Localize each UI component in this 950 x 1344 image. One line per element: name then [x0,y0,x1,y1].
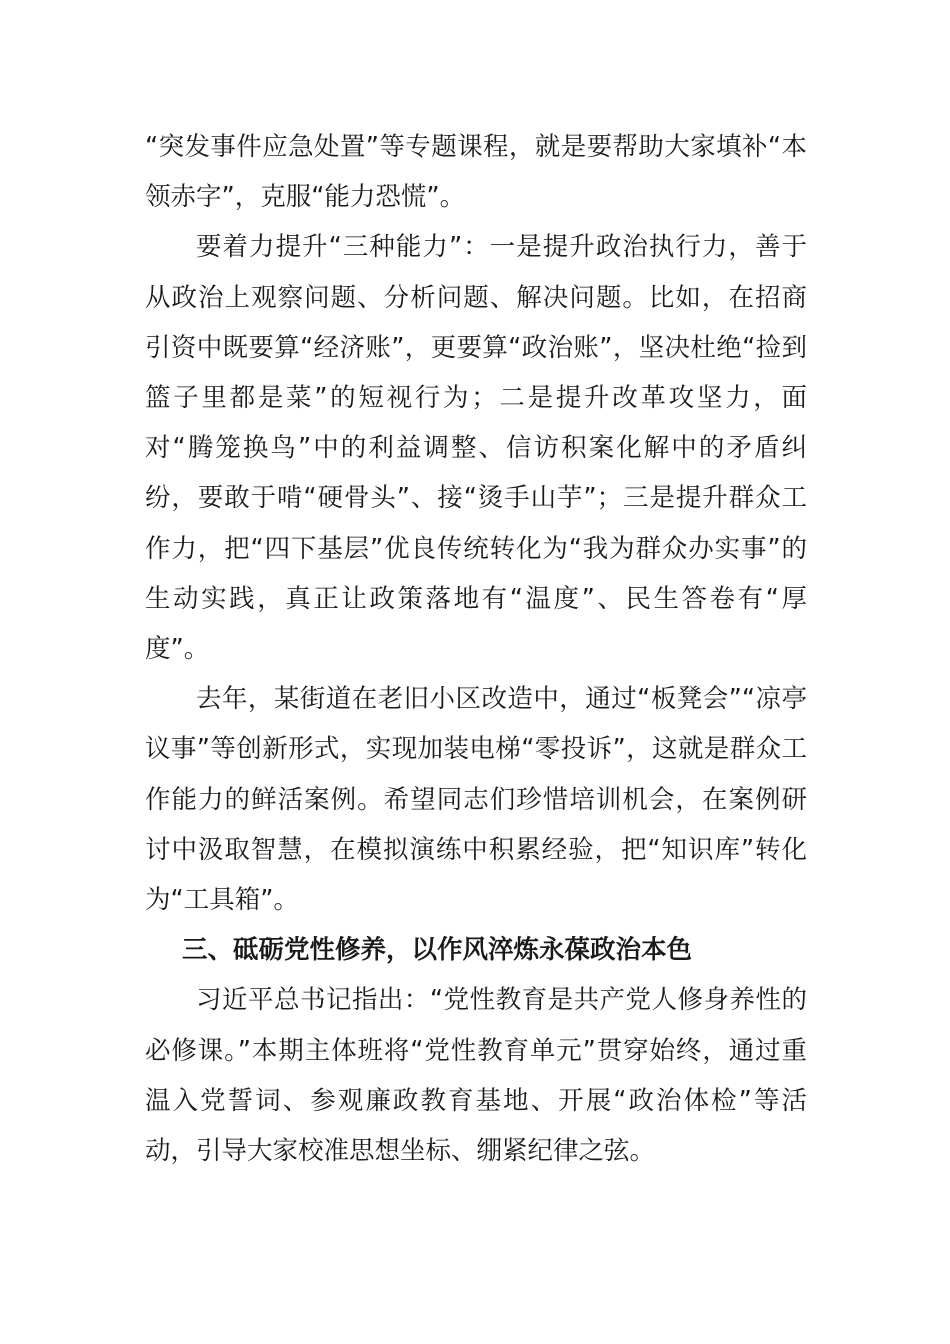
document-body [145,122,807,1176]
section-heading-three: 三、砥砺党性修养，以作风淬炼永葆政治本色 [181,935,692,966]
paragraph-party-spirit: 习近平总书记指出：“党性教育是共产党人修身养性的必修课。”本期主体班将“党性教育单元”贯穿始终，通过重温入党誓词、参观廉政教育基地、开展“政治体检”等活动，引导大家校准思想坐标、绷紧纪律之弦。 [145,985,807,1167]
paragraph-three-abilities: 要着力提升“三种能力”：一是提升政治执行力，善于从政治上观察问题、分析问题、解决问题。比如，在招商引资中既要算“经济账”，更要算“政治账”，坚决杜绝“捡到篮子里都是菜”的短视行为；二是提升改革攻坚力，面对“腾笼换鸟”中的利益调整、信访积案化解中的矛盾纠纷，要敢于啃“硬骨头”、接“烫手山芋”；三是提升群众工作力，把“四下基层”优良传统转化为“我为群众办实事”的生动实践，真正让政策落地有“温度”、民生答卷有“厚度”。 [145,232,807,665]
paragraph-case-example: 去年，某街道在老旧小区改造中，通过“板凳会”“凉亭议事”等创新形式，实现加装电梯“零投诉”，这就是群众工作能力的鲜活案例。希望同志们珍惜培训机会，在案例研讨中汲取智慧，在模拟演练中积累经验，把“知识库”转化为“工具箱”。 [145,684,807,916]
paragraph-continuation: “突发事件应急处置”等专题课程，就是要帮助大家填补“本领赤字”，克服“能力恐慌”。 [145,132,807,213]
